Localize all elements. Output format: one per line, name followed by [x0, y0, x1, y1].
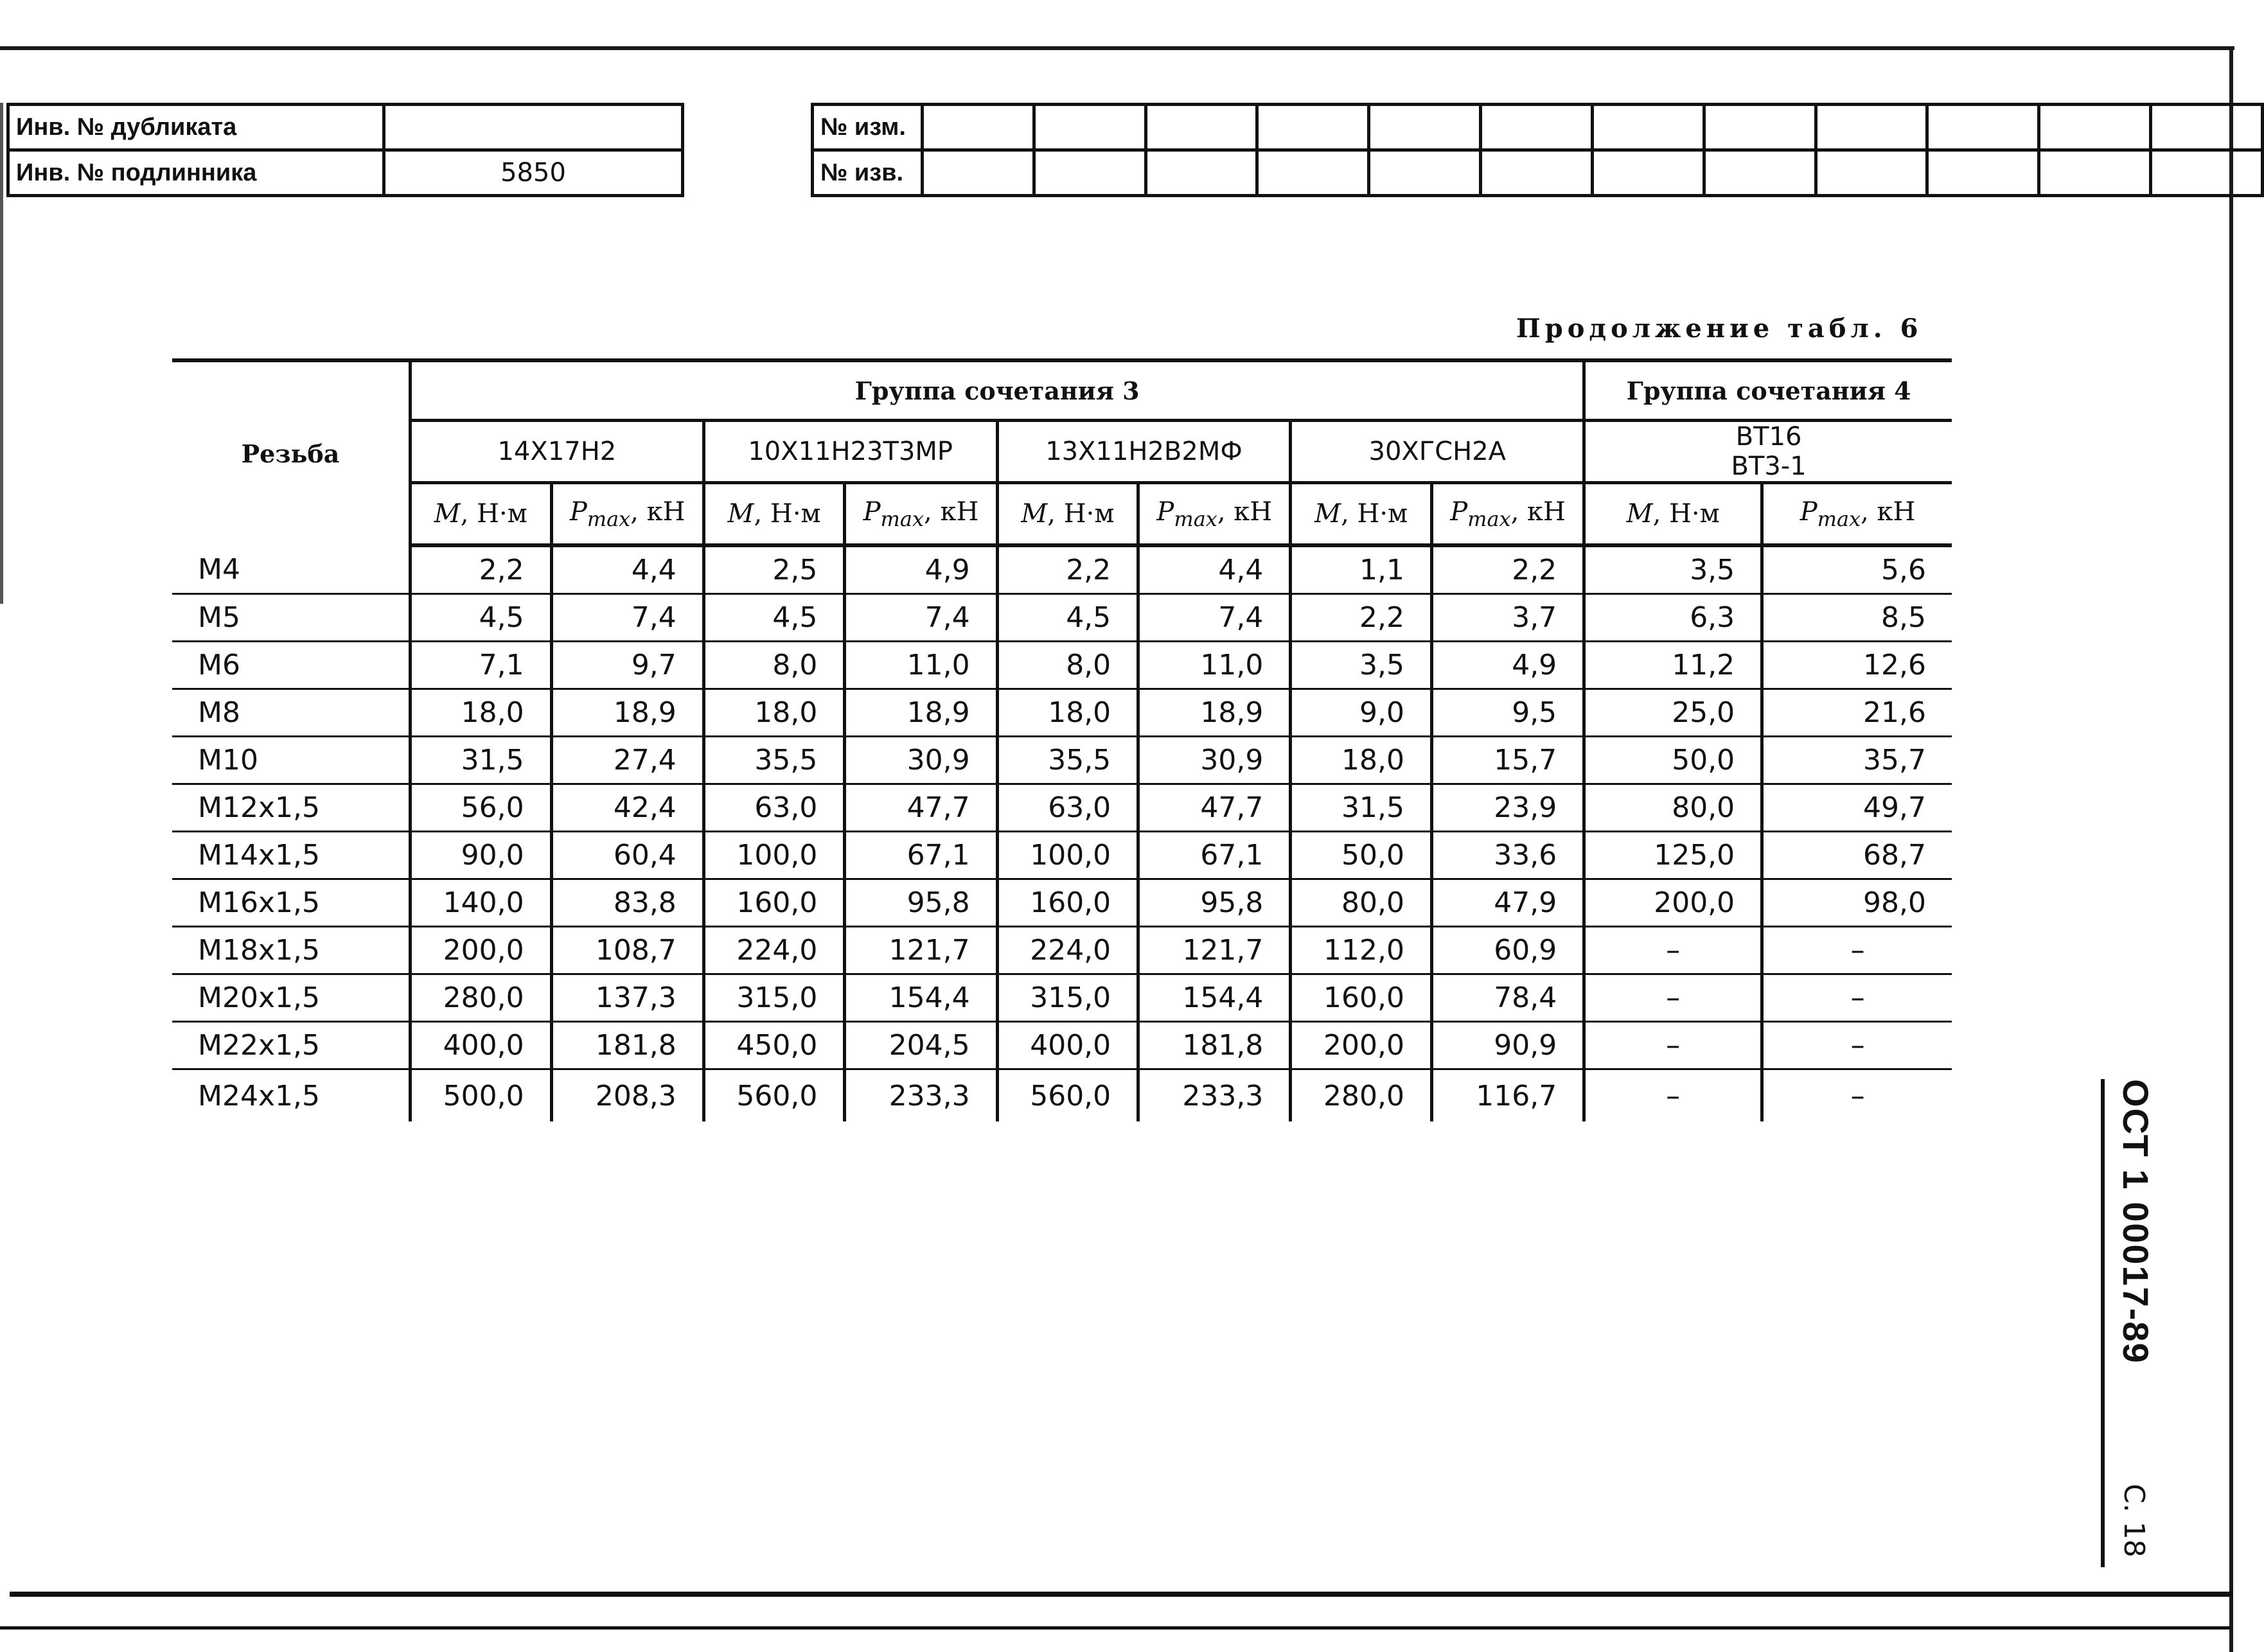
document-code-block [2101, 1079, 2156, 1567]
thread-size-cell: М20х1,5 [172, 974, 411, 1022]
torque-value-cell: 31,5 [411, 737, 552, 784]
torque-value-cell: 63,0 [997, 784, 1138, 832]
revision-cell [922, 150, 1034, 196]
force-value-cell: 83,8 [551, 879, 703, 927]
force-value-cell: 154,4 [1138, 974, 1291, 1022]
force-value-cell: 9,5 [1431, 689, 1584, 737]
document-code: ОСТ 1 00017-89 [2116, 1079, 2156, 1364]
revision-cell [1145, 105, 1257, 150]
torque-unit-header: M, Н·м [411, 483, 552, 546]
material-line: ВТ3-1 [1731, 452, 1807, 481]
force-value-cell: 4,4 [551, 545, 703, 594]
torque-value-cell: 2,2 [411, 545, 552, 594]
force-value-cell: 181,8 [551, 1022, 703, 1069]
thread-size-cell: М10 [172, 737, 411, 784]
torque-value-cell: 3,5 [1291, 642, 1432, 689]
page-number: С. 18 [2118, 1484, 2150, 1558]
torque-value-cell: 50,0 [1584, 737, 1762, 784]
torque-value-cell: 4,5 [703, 594, 845, 642]
torque-value-cell: 100,0 [997, 832, 1138, 879]
force-unit-header: $P_{max}$, кН [1762, 483, 1952, 546]
force-value-cell: 4,9 [845, 545, 997, 594]
torque-value-cell: 25,0 [1584, 689, 1762, 737]
table-row [172, 642, 1952, 689]
thread-column-header: Резьба [172, 360, 411, 545]
table-row [172, 927, 1952, 974]
torque-value-cell: 2,2 [1291, 594, 1432, 642]
force-value-cell: 116,7 [1431, 1069, 1584, 1122]
table-row [172, 1069, 1952, 1122]
revision-cell [1034, 150, 1145, 196]
torque-value-cell: 2,2 [997, 545, 1138, 594]
force-value-cell: 108,7 [551, 927, 703, 974]
force-value-cell: 181,8 [1138, 1022, 1291, 1069]
torque-value-cell: 18,0 [411, 689, 552, 737]
force-value-cell: 7,4 [845, 594, 997, 642]
force-value-cell: 95,8 [1138, 879, 1291, 927]
revision-cell [1816, 105, 1927, 150]
revision-cell [1481, 150, 1593, 196]
torque-value-cell: 160,0 [1291, 974, 1432, 1022]
torque-value-cell: 160,0 [703, 879, 845, 927]
force-value-cell: – [1762, 927, 1952, 974]
torque-value-cell: 1,1 [1291, 545, 1432, 594]
revision-cell [1369, 150, 1481, 196]
force-value-cell: 18,9 [551, 689, 703, 737]
table-row [172, 1022, 1952, 1069]
force-value-cell: 121,7 [1138, 927, 1291, 974]
torque-value-cell: 56,0 [411, 784, 552, 832]
torque-value-cell: 35,5 [997, 737, 1138, 784]
table-row [172, 879, 1952, 927]
torque-value-cell: – [1584, 927, 1762, 974]
force-value-cell: 35,7 [1762, 737, 1952, 784]
thread-size-cell: М6 [172, 642, 411, 689]
force-value-cell: 233,3 [1138, 1069, 1291, 1122]
table-row [172, 545, 1952, 594]
torque-value-cell: 315,0 [997, 974, 1138, 1022]
torque-value-cell: 80,0 [1291, 879, 1432, 927]
revision-cell [1592, 105, 1704, 150]
force-value-cell: 154,4 [845, 974, 997, 1022]
torque-value-cell: 125,0 [1584, 832, 1762, 879]
torque-value-cell: 63,0 [703, 784, 845, 832]
torque-value-cell: 18,0 [703, 689, 845, 737]
torque-value-cell: 50,0 [1291, 832, 1432, 879]
thread-size-cell: М18х1,5 [172, 927, 411, 974]
torque-value-cell: 160,0 [997, 879, 1138, 927]
inventory-stamp [6, 103, 684, 197]
force-value-cell: 42,4 [551, 784, 703, 832]
force-value-cell: 4,9 [1431, 642, 1584, 689]
force-value-cell: 49,7 [1762, 784, 1952, 832]
force-value-cell: 12,6 [1762, 642, 1952, 689]
torque-value-cell: 315,0 [703, 974, 845, 1022]
group-4-header: Группа сочетания 4 [1584, 360, 1952, 421]
force-value-cell: 3,7 [1431, 594, 1584, 642]
revision-cell [1257, 105, 1369, 150]
revision-cell [922, 105, 1034, 150]
force-value-cell: 7,4 [1138, 594, 1291, 642]
bottom-rule [0, 1626, 2229, 1630]
torque-value-cell: 400,0 [997, 1022, 1138, 1069]
material-header: 14Х17Н2 [411, 421, 704, 483]
force-value-cell: 208,3 [551, 1069, 703, 1122]
torque-value-cell: 18,0 [1291, 737, 1432, 784]
force-value-cell: 8,5 [1762, 594, 1952, 642]
torque-value-cell: 2,5 [703, 545, 845, 594]
torque-value-cell: 80,0 [1584, 784, 1762, 832]
revision-cell [1927, 105, 2039, 150]
force-value-cell: – [1762, 974, 1952, 1022]
revision-cell [1145, 150, 1257, 196]
torque-unit-header: M, Н·м [1291, 483, 1432, 546]
revision-cell [1927, 150, 2039, 196]
thread-size-cell: М12х1,5 [172, 784, 411, 832]
thread-size-cell: М14х1,5 [172, 832, 411, 879]
torque-value-cell: 8,0 [997, 642, 1138, 689]
force-unit-header: $P_{max}$, кН [1431, 483, 1584, 546]
thread-size-cell: М4 [172, 545, 411, 594]
force-value-cell: 90,9 [1431, 1022, 1584, 1069]
material-header-group4 [1584, 421, 1952, 483]
force-value-cell: – [1762, 1022, 1952, 1069]
change-number-label: № изм. [813, 105, 923, 150]
torque-value-cell: 90,0 [411, 832, 552, 879]
material-line: ВТ16 [1735, 422, 1802, 452]
revision-cell [1704, 150, 1816, 196]
force-value-cell: – [1762, 1069, 1952, 1122]
force-unit-header: $P_{max}$, кН [1138, 483, 1291, 546]
table-caption: Продолжение табл. 6 [1516, 313, 1923, 344]
force-value-cell: 2,2 [1431, 545, 1584, 594]
notice-number-label: № изв. [813, 150, 923, 196]
force-value-cell: 137,3 [551, 974, 703, 1022]
torque-value-cell: 100,0 [703, 832, 845, 879]
original-inventory-value: 5850 [384, 150, 683, 196]
revision-stamp [811, 103, 2264, 197]
force-value-cell: 47,9 [1431, 879, 1584, 927]
force-value-cell: 204,5 [845, 1022, 997, 1069]
torque-value-cell: 7,1 [411, 642, 552, 689]
torque-value-cell: 35,5 [703, 737, 845, 784]
torque-value-cell: 140,0 [411, 879, 552, 927]
force-value-cell: 4,4 [1138, 545, 1291, 594]
torque-value-cell: 3,5 [1584, 545, 1762, 594]
force-value-cell: 121,7 [845, 927, 997, 974]
torque-value-cell: 224,0 [703, 927, 845, 974]
force-value-cell: 67,1 [1138, 832, 1291, 879]
torque-value-cell: 112,0 [1291, 927, 1432, 974]
revision-cell [2039, 150, 2151, 196]
thread-size-cell: М16х1,5 [172, 879, 411, 927]
force-value-cell: 30,9 [1138, 737, 1291, 784]
table-row [172, 594, 1952, 642]
force-value-cell: 60,4 [551, 832, 703, 879]
group-3-header: Группа сочетания 3 [411, 360, 1584, 421]
torque-unit-header: M, Н·м [997, 483, 1138, 546]
torque-value-cell: 9,0 [1291, 689, 1432, 737]
torque-value-cell: 200,0 [1291, 1022, 1432, 1069]
force-value-cell: 95,8 [845, 879, 997, 927]
force-value-cell: 233,3 [845, 1069, 997, 1122]
torque-value-cell: 560,0 [703, 1069, 845, 1122]
table-row [172, 784, 1952, 832]
force-value-cell: 5,6 [1762, 545, 1952, 594]
torque-value-cell: 8,0 [703, 642, 845, 689]
torque-value-cell: 18,0 [997, 689, 1138, 737]
force-value-cell: 47,7 [845, 784, 997, 832]
material-header: 30ХГСН2А [1291, 421, 1584, 483]
force-value-cell: 23,9 [1431, 784, 1584, 832]
revision-cell [2039, 105, 2151, 150]
torque-value-cell: 500,0 [411, 1069, 552, 1122]
bottom-rule [10, 1592, 2233, 1597]
table-row [172, 737, 1952, 784]
force-value-cell: 11,0 [845, 642, 997, 689]
force-value-cell: 68,7 [1762, 832, 1952, 879]
force-value-cell: 7,4 [551, 594, 703, 642]
torque-value-cell: 400,0 [411, 1022, 552, 1069]
force-value-cell: 78,4 [1431, 974, 1584, 1022]
force-unit-header: $P_{max}$, кН [551, 483, 703, 546]
material-header: 10Х11Н23Т3МР [703, 421, 997, 483]
force-value-cell: 18,9 [845, 689, 997, 737]
torque-value-cell: – [1584, 1022, 1762, 1069]
torque-table [172, 358, 1952, 1121]
torque-value-cell: 450,0 [703, 1022, 845, 1069]
thread-size-cell: М8 [172, 689, 411, 737]
force-value-cell: 30,9 [845, 737, 997, 784]
torque-value-cell: – [1584, 974, 1762, 1022]
revision-cell [2151, 105, 2263, 150]
torque-value-cell: 200,0 [411, 927, 552, 974]
revision-cell [1592, 150, 1704, 196]
duplicate-inventory-value [384, 105, 683, 150]
revision-cell [1257, 150, 1369, 196]
torque-value-cell: 224,0 [997, 927, 1138, 974]
torque-unit-header: M, Н·м [703, 483, 845, 546]
torque-value-cell: 6,3 [1584, 594, 1762, 642]
torque-value-cell: 31,5 [1291, 784, 1432, 832]
thread-size-cell: М22х1,5 [172, 1022, 411, 1069]
table-row [172, 974, 1952, 1022]
frame-left-line [0, 103, 3, 604]
revision-cell [1369, 105, 1481, 150]
force-value-cell: 11,0 [1138, 642, 1291, 689]
torque-value-cell: 280,0 [411, 974, 552, 1022]
force-value-cell: 67,1 [845, 832, 997, 879]
revision-cell [1034, 105, 1145, 150]
revision-cell [1704, 105, 1816, 150]
material-header: 13Х11Н2В2МФ [997, 421, 1291, 483]
revision-cell [1481, 105, 1593, 150]
frame-right-line [2229, 46, 2233, 1652]
table-body [172, 545, 1952, 1121]
force-value-cell: 47,7 [1138, 784, 1291, 832]
revision-cell [2151, 150, 2263, 196]
force-value-cell: 27,4 [551, 737, 703, 784]
torque-value-cell: 11,2 [1584, 642, 1762, 689]
force-value-cell: 18,9 [1138, 689, 1291, 737]
force-value-cell: 9,7 [551, 642, 703, 689]
thread-size-cell: М5 [172, 594, 411, 642]
frame-top-line [0, 46, 2234, 50]
force-value-cell: 15,7 [1431, 737, 1584, 784]
torque-value-cell: – [1584, 1069, 1762, 1122]
force-value-cell: 98,0 [1762, 879, 1952, 927]
force-unit-header: $P_{max}$, кН [845, 483, 997, 546]
torque-unit-header: M, Н·м [1584, 483, 1762, 546]
torque-value-cell: 4,5 [997, 594, 1138, 642]
table-row [172, 832, 1952, 879]
torque-value-cell: 4,5 [411, 594, 552, 642]
unit-header-row [172, 483, 1952, 546]
duplicate-inventory-label: Инв. № дубликата [8, 105, 384, 150]
revision-cell [1816, 150, 1927, 196]
torque-value-cell: 560,0 [997, 1069, 1138, 1122]
force-value-cell: 33,6 [1431, 832, 1584, 879]
table-row [172, 689, 1952, 737]
force-value-cell: 60,9 [1431, 927, 1584, 974]
torque-value-cell: 280,0 [1291, 1069, 1432, 1122]
thread-size-cell: М24х1,5 [198, 1079, 320, 1112]
torque-value-cell: 200,0 [1584, 879, 1762, 927]
force-value-cell: 21,6 [1762, 689, 1952, 737]
original-inventory-label: Инв. № подлинника [8, 150, 384, 196]
